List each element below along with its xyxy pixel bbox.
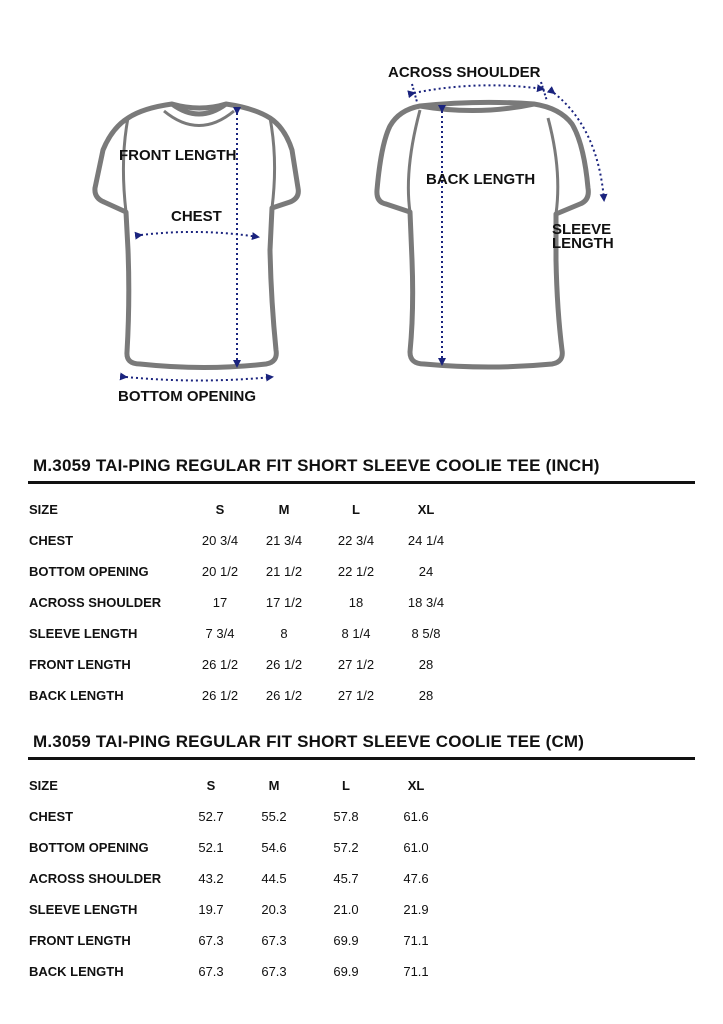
- label-sleeve-length-line2: LENGTH: [552, 235, 614, 252]
- measurement-value-cell: 28: [418, 688, 434, 703]
- measurement-label-cell: SLEEVE LENGTH: [29, 626, 138, 641]
- measurement-value-cell: 21.0: [333, 902, 359, 917]
- measurement-value-cell: 17 1/2: [265, 595, 303, 610]
- measurement-value-cell: 8: [280, 626, 288, 641]
- measurement-label-cell: BOTTOM OPENING: [29, 840, 149, 855]
- measurement-value-cell: 8 1/4: [341, 626, 371, 641]
- measurement-value-cell: 26 1/2: [265, 688, 303, 703]
- size-column-header: S: [206, 778, 216, 793]
- size-column-header: L: [352, 502, 360, 517]
- measurement-value-cell: 26 1/2: [265, 657, 303, 672]
- table-header-row: [0, 502, 723, 522]
- table-row: [0, 657, 723, 677]
- measurement-value-cell: 69.9: [333, 964, 359, 979]
- measurement-value-cell: 18 3/4: [407, 595, 445, 610]
- measurement-value-cell: 22 3/4: [337, 533, 375, 548]
- measurement-value-cell: 28: [418, 657, 434, 672]
- measurement-value-cell: 20.3: [261, 902, 287, 917]
- table-row: [0, 840, 723, 860]
- measurement-value-cell: 20 1/2: [201, 564, 239, 579]
- measurement-value-cell: 67.3: [261, 933, 287, 948]
- measurement-value-cell: 20 3/4: [201, 533, 239, 548]
- measurement-value-cell: 52.1: [198, 840, 224, 855]
- size-column-header: S: [215, 502, 225, 517]
- measurement-value-cell: 24 1/4: [407, 533, 445, 548]
- measurement-label-cell: BACK LENGTH: [29, 964, 124, 979]
- measurement-value-cell: 19.7: [198, 902, 224, 917]
- label-across-shoulder: ACROSS SHOULDER: [388, 64, 541, 81]
- label-back-length: BACK LENGTH: [426, 171, 536, 188]
- measurement-value-cell: 69.9: [333, 933, 359, 948]
- table-row: [0, 902, 723, 922]
- measurement-label-cell: BOTTOM OPENING: [29, 564, 149, 579]
- label-chest: CHEST: [171, 208, 222, 225]
- measurement-value-cell: 26 1/2: [201, 657, 239, 672]
- measurement-value-cell: 54.6: [261, 840, 287, 855]
- measurement-value-cell: 21 3/4: [265, 533, 303, 548]
- table-header-row: [0, 778, 723, 798]
- cm-table-title: M.3059 TAI-PING REGULAR FIT SHORT SLEEVE COOLIE TEE (CM): [33, 732, 585, 751]
- measurement-value-cell: 8 5/8: [411, 626, 441, 641]
- measurement-value-cell: 61.0: [403, 840, 429, 855]
- size-header-cell: SIZE: [29, 778, 58, 793]
- size-column-header: XL: [417, 502, 435, 517]
- measurement-label-cell: BACK LENGTH: [29, 688, 124, 703]
- measurement-value-cell: 27 1/2: [337, 657, 375, 672]
- measurement-label-cell: CHEST: [29, 809, 74, 824]
- measurement-label-cell: FRONT LENGTH: [29, 933, 131, 948]
- measurement-value-cell: 43.2: [198, 871, 224, 886]
- table-row: [0, 964, 723, 984]
- table-row: [0, 626, 723, 646]
- table-row: [0, 595, 723, 615]
- table-row: [0, 688, 723, 708]
- measurement-value-cell: 18: [348, 595, 364, 610]
- table-row: [0, 564, 723, 584]
- size-column-header: XL: [407, 778, 425, 793]
- measurement-value-cell: 55.2: [261, 809, 287, 824]
- measurement-label-cell: ACROSS SHOULDER: [29, 595, 162, 610]
- measurement-value-cell: 67.3: [198, 964, 224, 979]
- measurement-value-cell: 21.9: [403, 902, 429, 917]
- measurement-value-cell: 71.1: [403, 933, 429, 948]
- bottom-opening-arrow: [126, 377, 272, 381]
- inch-table-title: M.3059 TAI-PING REGULAR FIT SHORT SLEEVE COOLIE TEE (INCH): [33, 456, 600, 475]
- across-shoulder-arrow: [414, 85, 543, 93]
- cm-table-rule: [28, 757, 695, 760]
- measurement-label-cell: CHEST: [29, 533, 74, 548]
- size-column-header: M: [268, 778, 280, 793]
- table-row: [0, 871, 723, 891]
- measurement-value-cell: 67.3: [198, 933, 224, 948]
- table-row: [0, 809, 723, 829]
- measurement-value-cell: 21 1/2: [265, 564, 303, 579]
- table-row: [0, 533, 723, 553]
- measurement-value-cell: 57.2: [333, 840, 359, 855]
- measurement-value-cell: 52.7: [198, 809, 224, 824]
- garment-measurement-diagram: [0, 0, 723, 420]
- label-front-length: FRONT LENGTH: [119, 147, 237, 164]
- measurement-value-cell: 61.6: [403, 809, 429, 824]
- measurement-value-cell: 26 1/2: [201, 688, 239, 703]
- measurement-value-cell: 22 1/2: [337, 564, 375, 579]
- label-bottom-opening: BOTTOM OPENING: [118, 388, 257, 405]
- measurement-label-cell: ACROSS SHOULDER: [29, 871, 162, 886]
- measurement-label-cell: SLEEVE LENGTH: [29, 902, 138, 917]
- measurement-value-cell: 27 1/2: [337, 688, 375, 703]
- measurement-value-cell: 44.5: [261, 871, 287, 886]
- table-row: [0, 933, 723, 953]
- size-column-header: L: [342, 778, 350, 793]
- measurement-value-cell: 17: [212, 595, 228, 610]
- measurement-value-cell: 57.8: [333, 809, 359, 824]
- measurement-value-cell: 7 3/4: [205, 626, 235, 641]
- inch-table-rule: [28, 481, 695, 484]
- measurement-value-cell: 67.3: [261, 964, 287, 979]
- size-column-header: M: [278, 502, 290, 517]
- measurement-value-cell: 45.7: [333, 871, 359, 886]
- measurement-label-cell: FRONT LENGTH: [29, 657, 131, 672]
- measurement-value-cell: 47.6: [403, 871, 429, 886]
- front-tshirt-illustration: [95, 104, 298, 368]
- size-header-cell: SIZE: [29, 502, 58, 517]
- measurement-value-cell: 71.1: [403, 964, 429, 979]
- label-sleeve-length-line1: SLEEVE: [552, 221, 612, 238]
- measurement-value-cell: 24: [418, 564, 434, 579]
